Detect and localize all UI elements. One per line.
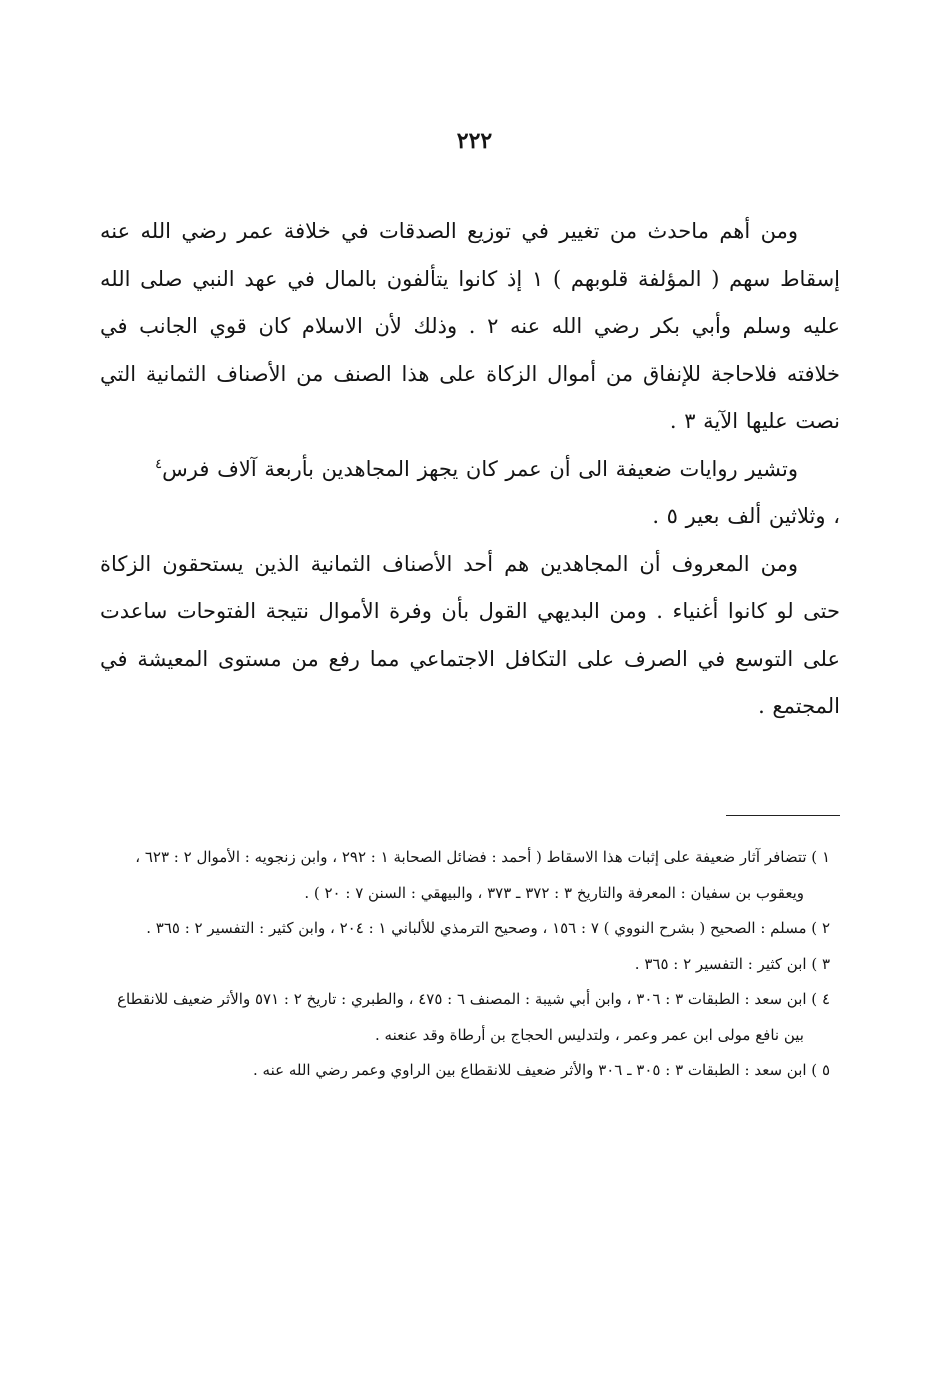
footnote-3: ٣ ) ابن كثير : التفسير ٢ : ٣٦٥ . bbox=[634, 954, 830, 973]
footnotes bbox=[110, 840, 830, 1089]
page-number: ٢٢٢ bbox=[456, 128, 493, 154]
paragraph-1: ومن أهم ماحدث من تغيير في توزيع الصدقات في خلافة عمر رضي الله عنه إسقاط سهم ( المؤلفة قلوبهم ) ١ إذ كانوا يتألفون بالمال في عهد النبي صلى الله عليه وسلم وأبي بكر رضي الله عنه ٢ . وذلك لأن الاسلام كان قوي الجانب في خلافته فلاحاجة للإنفاق من أموال الزكاة على هذا الصنف من الأصناف الثمانية التي نصت عليها الآية ٣ . bbox=[100, 219, 840, 433]
footnote-separator bbox=[726, 815, 840, 816]
footnote-ref-4: ٤ bbox=[155, 456, 163, 472]
paragraph-2 bbox=[100, 446, 840, 494]
main-text bbox=[100, 208, 840, 731]
footnote-4: ٤ ) ابن سعد : الطبقات ٣ : ٣٠٦ ، وابن أبي شيبة : المصنف ٦ : ٤٧٥ ، والطبري : تاريخ ٢ : ٥٧١ والأثر ضعيف للانقطاع بين نافع مولى ابن عمر وعمر ، ولتدليس الحجاج بن أرطاة وقد عنعنه . bbox=[117, 990, 830, 1044]
footnote-5: ٥ ) ابن سعد : الطبقات ٣ : ٣٠٥ ـ ٣٠٦ والأثر ضعيف للانقطاع بين الراوي وعمر رضي الله عنه . bbox=[253, 1061, 830, 1079]
paragraph-2-text: وتشير روايات ضعيفة الى أن عمر كان يجهز المجاهدين بأربعة آلاف فرس bbox=[162, 456, 798, 481]
paragraph-3: ومن المعروف أن المجاهدين هم أحد الأصناف الثمانية الذين يستحقون الزكاة حتى لو كانوا أغنياء . ومن البديهي القول بأن وفرة الأموال نتيجة الفتوحات ساعدت على التوسع في الصرف على التكافل الاجتماعي مما رفع من مستوى المعيشة في المجتمع . bbox=[100, 551, 840, 718]
paragraph-2-continuation: ، وثلاثين ألف بعير ٥ . bbox=[652, 504, 840, 528]
footnote-2: ٢ ) مسلم : الصحيح ( بشرح النووي ) ٧ : ١٥٦ ، وصحيح الترمذي للألباني ١ : ٢٠٤ ، وابن كثير : التفسير ٢ : ٣٦٥ . bbox=[146, 919, 830, 937]
footnote-1: ١ ) تتضافر آثار ضعيفة على إثبات هذا الاسقاط ( أحمد : فضائل الصحابة ١ : ٢٩٢ ، وابن زنجويه : الأموال ٢ : ٦٢٣ ، ويعقوب بن سفيان : المعرفة والتاريخ ٣ : ٣٧٢ ـ ٣٧٣ ، والبيهقي : السنن ٧ : ٢٠ ) . bbox=[135, 848, 830, 902]
